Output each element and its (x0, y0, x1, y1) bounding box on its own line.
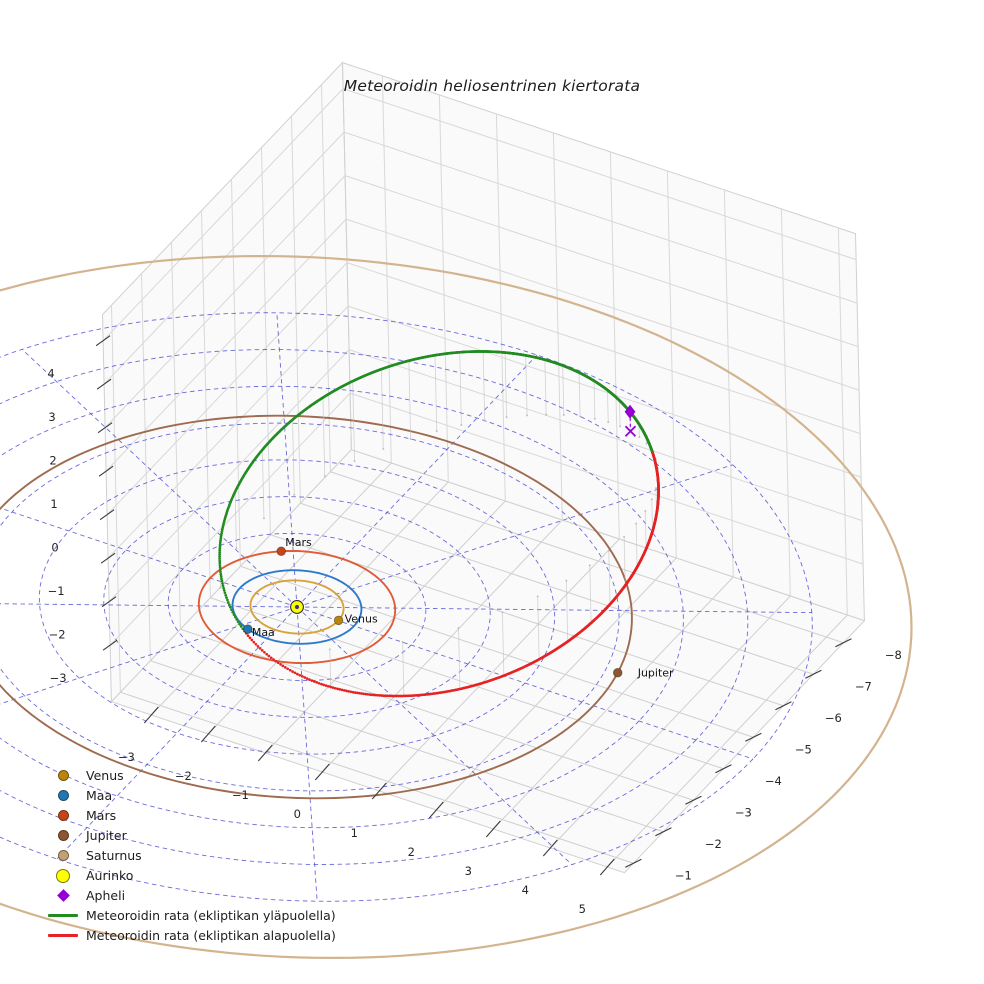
z-tick-label: −2 (48, 627, 66, 642)
venus-marker-icon (58, 770, 69, 781)
planet-venus-marker (334, 616, 343, 625)
z-tick-label: 1 (50, 497, 58, 512)
x-tick-label: 1 (350, 826, 358, 840)
planet-jupiter-marker (613, 668, 622, 677)
x-tick-label: 5 (578, 902, 586, 916)
axes-panes (103, 63, 865, 873)
legend-label: Meteoroidin rata (ekliptikan yläpuolella) (86, 908, 336, 924)
x-tick-label: 0 (293, 807, 301, 821)
y-tick-label: −2 (704, 836, 722, 851)
x-tick-label: 2 (407, 845, 415, 859)
y-tick-label: −4 (764, 773, 782, 788)
sun-marker (291, 601, 304, 614)
legend-label: Apheli (86, 888, 126, 904)
legend-item-mars (44, 805, 336, 825)
x-tick-label: 3 (464, 864, 472, 878)
x-tick-label: −1 (231, 788, 249, 802)
z-tick-label: 2 (49, 453, 57, 468)
planet-label-mars: Mars (285, 536, 312, 550)
legend-label: Aurinko (86, 868, 134, 884)
legend-item-orbit-above (44, 906, 336, 926)
legend (44, 765, 336, 946)
plot-title: Meteoroidin heliosentrinen kiertorata (343, 77, 641, 95)
y-tick-label: −3 (734, 805, 752, 820)
y-tick-label: −5 (794, 742, 812, 757)
legend-item-apheli (44, 886, 336, 906)
legend-label: Saturnus (86, 847, 142, 863)
legend-label: Meteoroidin rata (ekliptikan alapuolella) (86, 928, 336, 944)
z-tick-label: −3 (49, 671, 67, 686)
legend-label: Venus (86, 767, 124, 783)
y-tick-label: −6 (824, 710, 842, 725)
red-line-icon (48, 934, 78, 937)
planet-label-venus: Venus (344, 612, 378, 626)
legend-item-aurinko (44, 865, 336, 885)
y-tick-label: −7 (854, 679, 872, 694)
x-tick-label: −3 (117, 750, 135, 764)
y-tick-label: −8 (884, 647, 902, 662)
planet-mars-marker (277, 547, 286, 556)
aphelion-marker-icon (57, 889, 70, 902)
planet-maa-marker (244, 625, 253, 634)
earth-marker-icon (58, 790, 69, 801)
z-tick-label: 4 (47, 366, 55, 381)
legend-label: Mars (86, 807, 117, 823)
z-tick-label: 3 (48, 410, 56, 425)
x-tick-label: −2 (174, 769, 192, 783)
sun-marker-icon (56, 869, 70, 883)
legend-item-saturnus (44, 845, 336, 865)
jupiter-marker-icon (58, 830, 69, 841)
green-line-icon (48, 914, 78, 917)
legend-label: Jupiter (86, 827, 127, 843)
y-tick-label: −1 (674, 868, 692, 883)
legend-item-maa (44, 785, 336, 805)
legend-item-orbit-below (44, 926, 336, 946)
saturn-marker-icon (58, 850, 69, 861)
legend-item-jupiter (44, 825, 336, 845)
x-tick-label: 4 (521, 883, 529, 897)
z-tick-label: 0 (51, 540, 59, 555)
z-tick-label: −1 (47, 584, 65, 599)
planet-label-jupiter: Jupiter (637, 666, 674, 680)
mars-marker-icon (58, 810, 69, 821)
legend-label: Maa (86, 787, 113, 803)
planet-label-maa: Maa (251, 626, 275, 640)
legend-item-venus (44, 765, 336, 785)
